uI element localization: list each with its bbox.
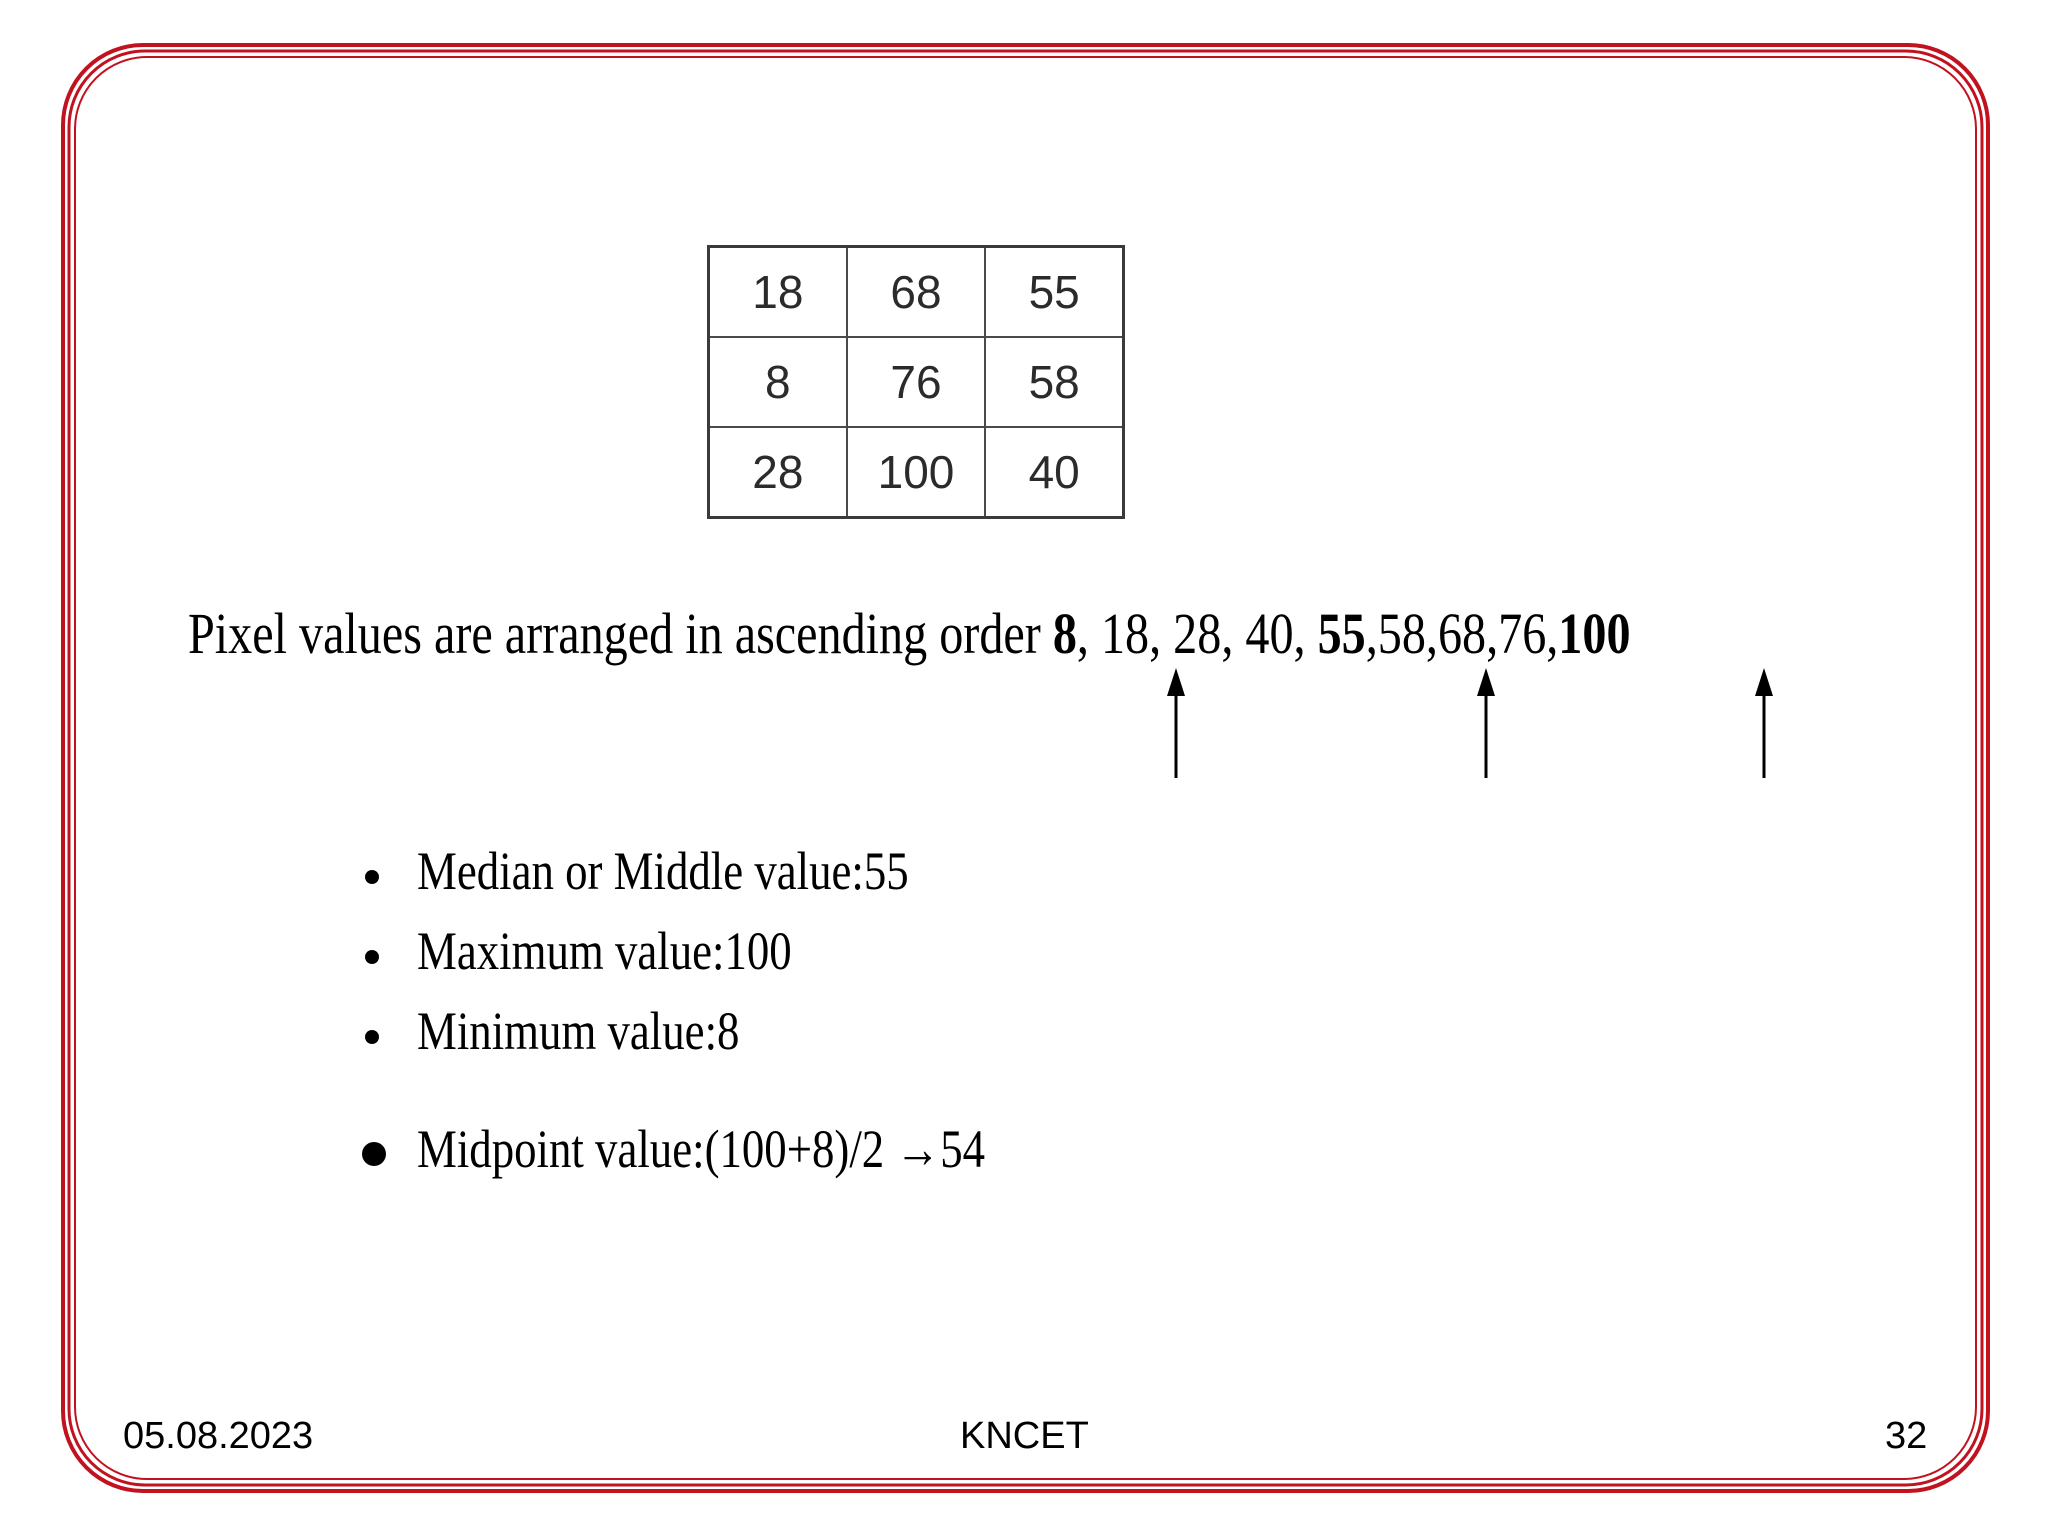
footer-page-number: 32 xyxy=(1885,1415,1928,1457)
bullet-text: Minimum value:8 xyxy=(417,1001,740,1061)
pixel-cell: 100 xyxy=(847,427,986,518)
bullet-dot-icon xyxy=(365,870,379,884)
pixel-grid-row xyxy=(709,427,1124,518)
pixel-grid xyxy=(707,245,1125,519)
pixel-cell: 58 xyxy=(985,337,1123,427)
footer-date: 05.08.2023 xyxy=(123,1415,314,1457)
bullet-text: Median or Middle value:55 xyxy=(417,841,909,901)
pixel-cell: 18 xyxy=(709,247,847,338)
bullet-dot-icon xyxy=(362,1142,386,1166)
sequence-min-value: 8 xyxy=(1052,601,1077,666)
sequence-prefix: Pixel values are arranged in ascending order xyxy=(188,601,1053,666)
pixel-cell: 55 xyxy=(985,247,1123,338)
footer-institution: KNCET xyxy=(960,1415,1089,1457)
pixel-cell: 76 xyxy=(847,337,986,427)
bullet-text: Maximum value:100 xyxy=(417,921,792,981)
bullet-text: Midpoint value:(100+8)/2 →54 xyxy=(417,1119,986,1179)
bullet-dot-icon xyxy=(365,1030,379,1044)
sequence-median-value: 55 xyxy=(1317,601,1366,666)
pixel-cell: 40 xyxy=(985,427,1123,518)
sequence-middle: , 18, 28, 40, xyxy=(1076,601,1318,666)
pixel-cell: 68 xyxy=(847,247,986,338)
pixel-grid-row xyxy=(709,247,1124,338)
pixel-grid-row xyxy=(709,337,1124,427)
bullet-dot-icon xyxy=(365,950,379,964)
sequence-max-value: 100 xyxy=(1558,601,1631,666)
sequence-after-median: ,58,68,76, xyxy=(1365,601,1559,666)
ascending-sequence xyxy=(188,600,1631,667)
pixel-cell: 8 xyxy=(709,337,847,427)
pixel-cell: 28 xyxy=(709,427,847,518)
